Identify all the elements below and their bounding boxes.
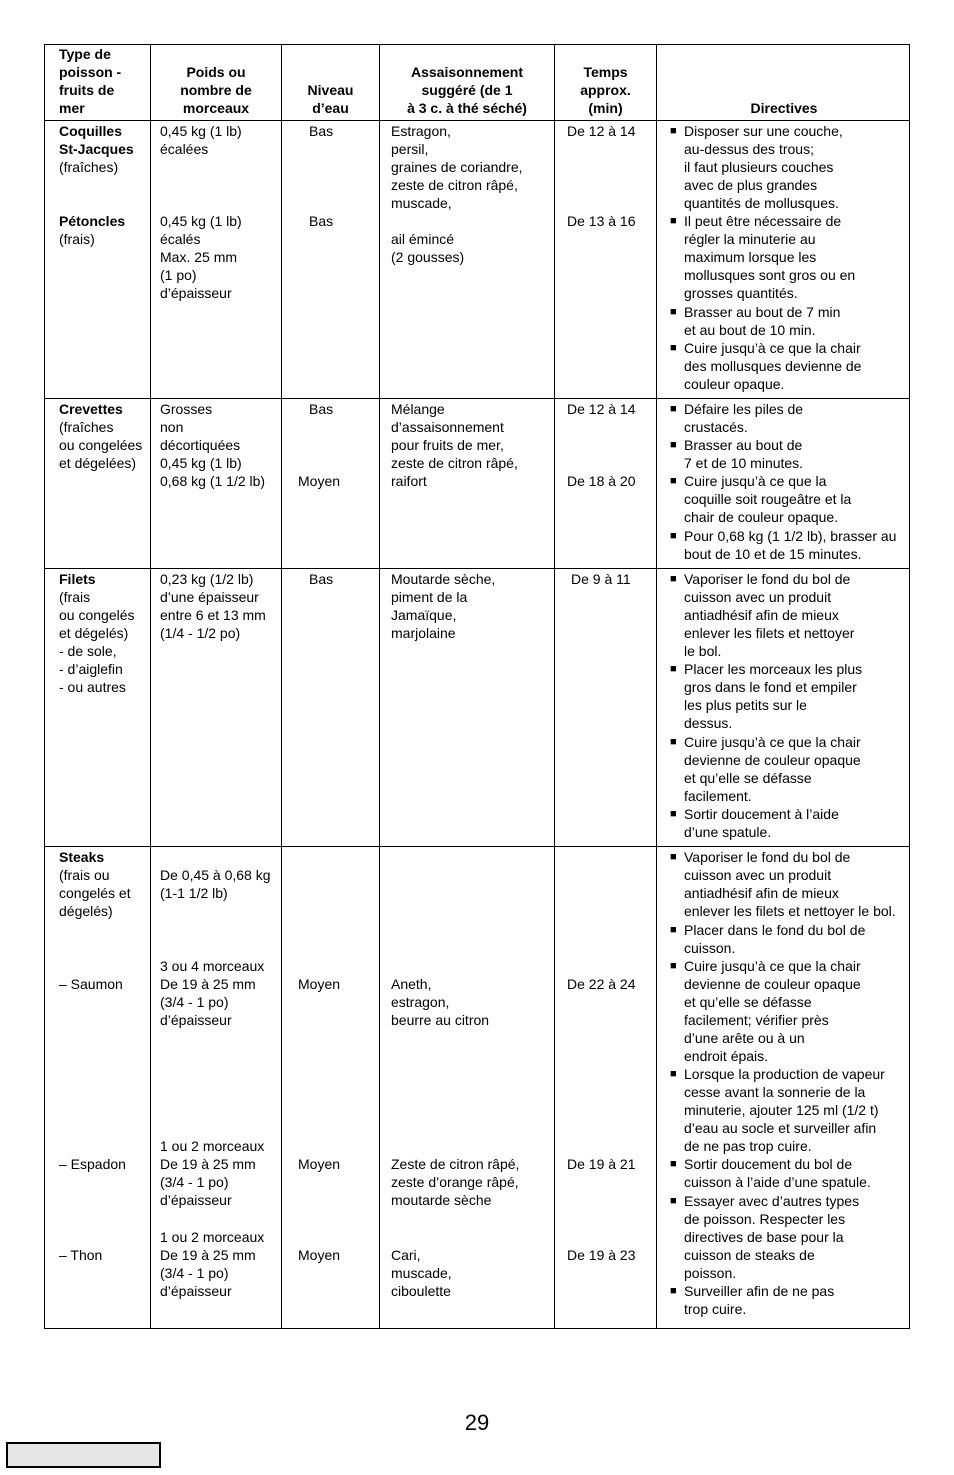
header-weight: Poids ou nombre de morceaux <box>180 64 252 116</box>
direction-bullet: ■ Essayer avec d’autres types de poisson. Respecter les directives de base pour la cuisson de steaks de poisson. <box>670 1192 859 1282</box>
column-divider <box>150 45 151 1328</box>
fish-name-swordfish: – Espadon <box>59 1156 126 1172</box>
weight-cell: 0,45 kg (1 lb) écalées <box>160 123 242 157</box>
seasoning-cell: Cari, muscade, ciboulette <box>391 1247 452 1299</box>
time-cell: De 13 à 16 <box>567 213 636 229</box>
direction-bullet: ■ Défaire les piles de crustacés. <box>670 400 803 436</box>
water-level-cell: Bas <box>309 123 334 139</box>
weight-cell: Grosses non décortiquées 0,45 kg (1 lb) <box>160 401 242 471</box>
direction-bullet: ■ Vaporiser le fond du bol de cuisson avec un produit antiadhésif afin de mieux enlever les filets et nettoyer le bol. <box>670 570 854 660</box>
weight-cell: 3 ou 4 morceaux De 19 à 25 mm (3/4 - 1 po) d’épaisseur <box>160 958 265 1028</box>
page-number: 29 <box>464 1410 490 1435</box>
row-divider <box>45 398 909 399</box>
time-cell: De 18 à 20 <box>567 473 636 489</box>
water-level-cell: Bas <box>309 401 334 417</box>
direction-bullet: ■ Vaporiser le fond du bol de cuisson avec un produit antiadhésif afin de mieux enlever les filets et nettoyer le bol. <box>670 848 896 920</box>
direction-bullet: ■ Cuire jusqu’à ce que la chair devienne de couleur opaque et qu’elle se défasse facilement. <box>670 733 861 805</box>
direction-bullet: ■ Placer dans le fond du bol de cuisson. <box>670 921 865 957</box>
cooking-table <box>44 44 910 1329</box>
water-level-cell: Moyen <box>298 1156 341 1172</box>
weight-cell: De 0,45 à 0,68 kg (1-1 1/2 lb) <box>160 867 271 901</box>
direction-bullet: ■ Cuire jusqu’à ce que la coquille soit rougeâtre et la chair de couleur opaque. <box>670 472 851 526</box>
direction-bullet: ■ Il peut être nécessaire de régler la minuterie au maximum lorsque les mollusques sont gros ou en grosses quantités. <box>670 212 855 302</box>
water-level-cell: Moyen <box>298 976 341 992</box>
seasoning-cell: ail émincé (2 gousses) <box>391 231 465 265</box>
seasoning-cell: Moutarde sèche, piment de la Jamaïque, marjolaine <box>391 571 496 641</box>
fish-note: (fraîches ou congelées et dégelées) <box>59 419 143 471</box>
fish-name-steaks: Steaks <box>59 849 105 865</box>
fish-name-shrimp: Crevettes <box>59 401 123 417</box>
header-water: Niveau d’eau <box>307 82 354 116</box>
direction-bullet: ■ Cuire jusqu’à ce que la chair devienne de couleur opaque et qu’elle se défasse facilement; vérifier près d’une arête ou à un endroit épais. <box>670 957 861 1065</box>
weight-cell: 0,45 kg (1 lb) écalés Max. 25 mm (1 po) d’épaisseur <box>160 213 242 301</box>
fish-note: (fraîches) <box>59 159 119 175</box>
direction-bullet: ■ Cuire jusqu’à ce que la chair des mollusques devienne de couleur opaque. <box>670 339 861 393</box>
fish-name-tuna: – Thon <box>59 1247 103 1263</box>
direction-bullet: ■ Disposer sur une couche, au-dessus des trous; il faut plusieurs couches avec de plus grandes quantités de mollusques. <box>670 122 843 212</box>
fish-name-salmon: – Saumon <box>59 976 123 992</box>
row-divider <box>45 568 909 569</box>
seasoning-cell: Estragon, persil, graines de coriandre, zeste de citron râpé, muscade, <box>391 123 523 211</box>
water-level-cell: Moyen <box>298 1247 341 1263</box>
direction-bullet: ■ Sortir doucement à l’aide d’une spatule. <box>670 805 839 841</box>
direction-bullet: ■ Pour 0,68 kg (1 1/2 lb), brasser au bout de 10 et de 15 minutes. <box>670 527 896 563</box>
footer-box <box>6 1442 161 1468</box>
direction-bullet: ■ Brasser au bout de 7 min et au bout de 10 min. <box>670 303 840 339</box>
time-cell: De 19 à 21 <box>567 1156 636 1172</box>
weight-cell: 1 ou 2 morceaux De 19 à 25 mm (3/4 - 1 po) d’épaisseur <box>160 1138 265 1208</box>
fish-note: (frais ou congelés et dégelés) - de sole, - d’aiglefin - ou autres <box>59 589 135 695</box>
column-divider <box>281 45 282 1328</box>
time-cell: De 12 à 14 <box>567 123 636 139</box>
time-cell: De 19 à 23 <box>567 1247 636 1263</box>
fish-name-fillets: Filets <box>59 571 96 587</box>
row-divider <box>45 846 909 847</box>
direction-bullet: ■ Surveiller afin de ne pas trop cuire. <box>670 1282 834 1318</box>
water-level-cell: Bas <box>309 213 334 229</box>
header-directions: Directives <box>750 100 818 116</box>
column-divider <box>554 45 555 1328</box>
water-level-cell: Bas <box>309 571 334 587</box>
weight-cell: 1 ou 2 morceaux De 19 à 25 mm (3/4 - 1 po) d’épaisseur <box>160 1229 265 1299</box>
weight-cell: 0,23 kg (1/2 lb) d’une épaisseur entre 6 et 13 mm (1/4 - 1/2 po) <box>160 571 266 641</box>
direction-bullet: ■ Lorsque la production de vapeur cesse avant la sonnerie de la minuterie, ajouter 125 ml (1/2 t) d’eau au socle et surveiller afin de ne pas trop cuire. <box>670 1065 885 1155</box>
direction-bullet: ■ Placer les morceaux les plus gros dans le fond et empiler les plus petits sur le dessus. <box>670 660 862 732</box>
column-divider <box>656 45 657 1328</box>
column-divider <box>379 45 380 1328</box>
seasoning-cell: Mélange d’assaisonnement pour fruits de mer, zeste de citron râpé, raifort <box>391 401 518 489</box>
direction-bullet: ■ Brasser au bout de 7 et de 10 minutes. <box>670 436 803 472</box>
fish-name-pétoncles: Pétoncles <box>59 213 126 229</box>
fish-note: (frais) <box>59 231 95 247</box>
header-time: Temps approx. (min) <box>580 64 631 116</box>
seasoning-cell: Aneth, estragon, beurre au citron <box>391 976 490 1028</box>
fish-note: (frais ou congelés et dégelés) <box>59 867 131 919</box>
header-seasoning: Assaisonnement suggéré (de 1 à 3 c. à thé séché) <box>407 64 527 116</box>
time-cell: De 9 à 11 <box>571 571 631 587</box>
header-type: Type de poisson - fruits de mer <box>59 46 122 116</box>
weight-cell: 0,68 kg (1 1/2 lb) <box>160 473 266 489</box>
time-cell: De 22 à 24 <box>567 976 636 992</box>
seasoning-cell: Zeste de citron râpé, zeste d’orange râpé, moutarde sèche <box>391 1156 520 1208</box>
fish-name-scallops: Coquilles St-Jacques <box>59 123 134 157</box>
row-divider <box>45 120 909 121</box>
direction-bullet: ■ Sortir doucement du bol de cuisson à l’aide d’une spatule. <box>670 1155 871 1191</box>
water-level-cell: Moyen <box>298 473 341 489</box>
time-cell: De 12 à 14 <box>567 401 636 417</box>
